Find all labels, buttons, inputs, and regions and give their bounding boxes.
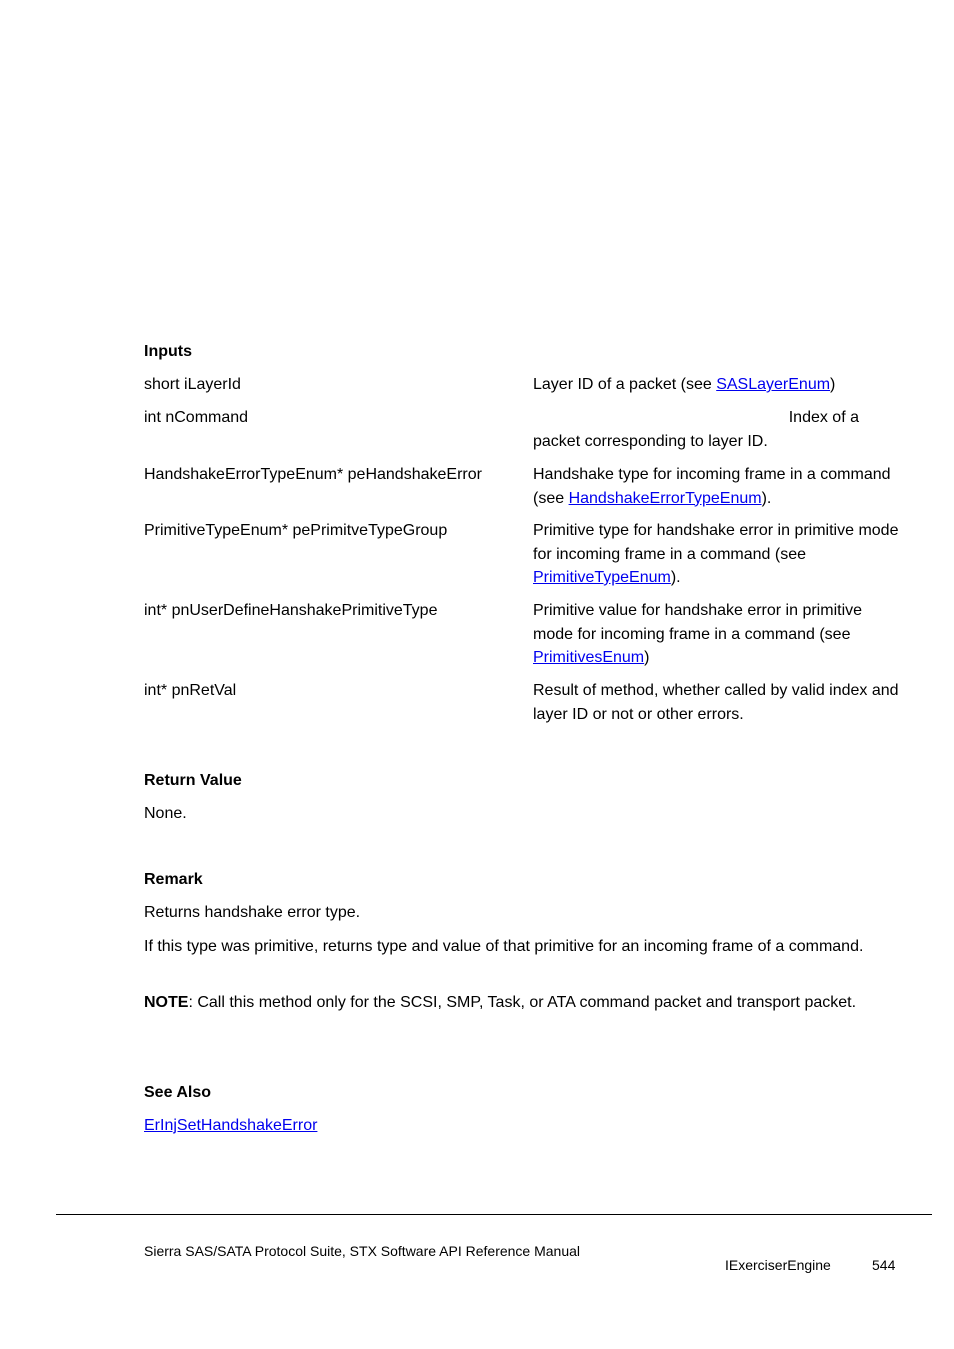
return-value-heading: Return Value bbox=[144, 772, 242, 789]
param-desc: Result of method, whether called by valid index and layer ID or not or other errors. bbox=[533, 682, 899, 723]
footer-manual-title: Sierra SAS/SATA Protocol Suite, STX Software API Reference Manual bbox=[144, 1243, 581, 1259]
param-name: int* pnRetVal bbox=[144, 682, 237, 699]
param-name: int* pnUserDefineHanshakePrimitiveType bbox=[144, 602, 438, 619]
see-also-heading: See Also bbox=[144, 1084, 211, 1101]
remark-paragraph: If this type was primitive, returns type and value of that primitive for an incoming frame of a command. bbox=[144, 938, 864, 955]
param-desc: Index of a packet corresponding to layer ID. bbox=[533, 409, 859, 450]
note-label: NOTE bbox=[144, 994, 189, 1011]
param-desc: Primitive value for handshake error in primitive mode for incoming frame in a command (see PrimitivesEnum) bbox=[533, 602, 863, 666]
return-value-text: None. bbox=[144, 805, 187, 822]
footer-page-number: 544 bbox=[872, 1257, 896, 1273]
handshake-error-type-enum-link[interactable]: HandshakeErrorTypeEnum bbox=[568, 489, 762, 507]
param-desc: Primitive type for handshake error in primitive mode for incoming frame in a command (see PrimitiveTypeEnum). bbox=[533, 522, 899, 586]
param-desc: Layer ID of a packet (see SASLayerEnum) bbox=[533, 376, 836, 393]
primitive-type-enum-link[interactable]: PrimitiveTypeEnum bbox=[533, 569, 671, 586]
sas-layer-enum-link[interactable]: SASLayerEnum bbox=[716, 376, 831, 393]
param-desc: Handshake type for incoming frame in a command (see HandshakeErrorTypeEnum). bbox=[533, 466, 891, 507]
erinj-set-handshake-error-link[interactable]: ErInjSetHandshakeError bbox=[144, 1117, 318, 1134]
remark-note: NOTE: Call this method only for the SCSI, SMP, Task, or ATA command packet and transport packet. bbox=[144, 994, 857, 1011]
remark-heading: Remark bbox=[144, 871, 203, 888]
see-also-item bbox=[144, 1114, 884, 1138]
param-name: HandshakeErrorTypeEnum* peHandshakeError bbox=[144, 466, 482, 483]
footer-divider bbox=[56, 1214, 932, 1215]
remark-paragraph: Returns handshake error type. bbox=[144, 904, 361, 921]
param-name: int nCommand bbox=[144, 409, 249, 426]
param-name: PrimitiveTypeEnum* pePrimitveTypeGroup bbox=[144, 522, 448, 539]
param-name: short iLayerId bbox=[144, 376, 241, 393]
footer-section: IExerciserEngine bbox=[725, 1257, 831, 1273]
primitives-enum-link[interactable]: PrimitivesEnum bbox=[533, 649, 645, 666]
inputs-heading: Inputs bbox=[144, 343, 192, 360]
